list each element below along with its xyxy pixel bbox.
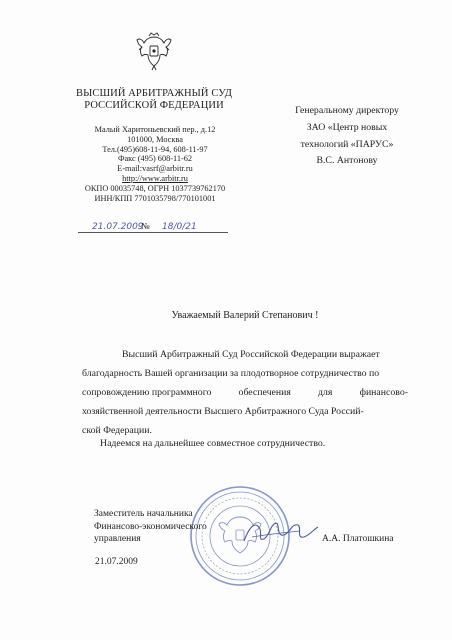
body-word: для: [318, 387, 333, 398]
recipient-line: Генеральному директору: [295, 105, 399, 116]
signatory-position: [94, 508, 207, 546]
signer-name: А.А. Платошкина: [322, 534, 394, 544]
body-line: благодарность Вашей организации за плодотворное сотрудничество по: [82, 368, 380, 379]
recipient-line: В.С. Антонову: [316, 155, 378, 167]
signatory-line: Заместитель начальника: [94, 509, 193, 519]
recipient-line: технологий «ПАРУС»: [300, 138, 394, 150]
inn-line: ИНН/КПП 7701035798/770101001: [94, 193, 216, 203]
handwritten-signature-icon: [240, 515, 320, 549]
phone-line: Тел.(495)608-11-94, 608-11-97: [102, 144, 208, 154]
recipient-block: [272, 103, 422, 170]
website-line: http://www.arbitr.ru: [122, 173, 188, 183]
body-word: обеспечения: [238, 387, 291, 398]
body-line: Высший Арбитражный Суд Российской Федерации выражает: [122, 349, 380, 360]
sender-title-line: ВЫСШИЙ АРБИТРАЖНЫЙ СУД: [75, 88, 233, 99]
body-word: сопровождению программного: [82, 387, 212, 398]
sender-address-block: [60, 125, 250, 203]
signature-date: 21.07.2009: [95, 557, 138, 567]
address-line: 101000, Москва: [127, 134, 183, 144]
coat-of-arms-icon: [136, 30, 172, 72]
closing-line: Надеемся на дальнейшее совместное сотрудничество.: [100, 438, 326, 449]
okpo-line: ОКПО 00035748, ОГРН 1037739762170: [84, 183, 226, 193]
registration-underline: [78, 232, 228, 233]
sender-title-line: РОССИЙСКОЙ ФЕДЕРАЦИИ: [84, 100, 224, 111]
registration-field: [78, 221, 228, 235]
recipient-line: ЗАО «Центр новых: [306, 121, 388, 133]
fax-line: Факс (495) 608-11-62: [117, 154, 193, 164]
body-word: финансово-: [359, 387, 408, 398]
salutation: Уважаемый Валерий Степанович !: [171, 310, 319, 321]
registration-number: 18/0/21: [162, 222, 197, 232]
body-line: хозяйственной деятельности Высшего Арбитражного Суда Россий-: [82, 406, 364, 417]
sender-title: [50, 88, 258, 112]
signatory-line: Финансово-экономического: [94, 521, 207, 532]
letter-body: [82, 345, 408, 440]
address-line: Малый Харитоньевский пер., д.12: [94, 125, 216, 134]
body-line: [82, 383, 408, 402]
signatory-line: управления: [94, 534, 141, 544]
body-line: ской Федерации.: [82, 425, 152, 436]
number-sign: №: [141, 221, 150, 231]
registration-date: 21.07.2009: [92, 222, 144, 232]
email-line: E-mail:vasrf@arbitr.ru: [117, 164, 193, 174]
